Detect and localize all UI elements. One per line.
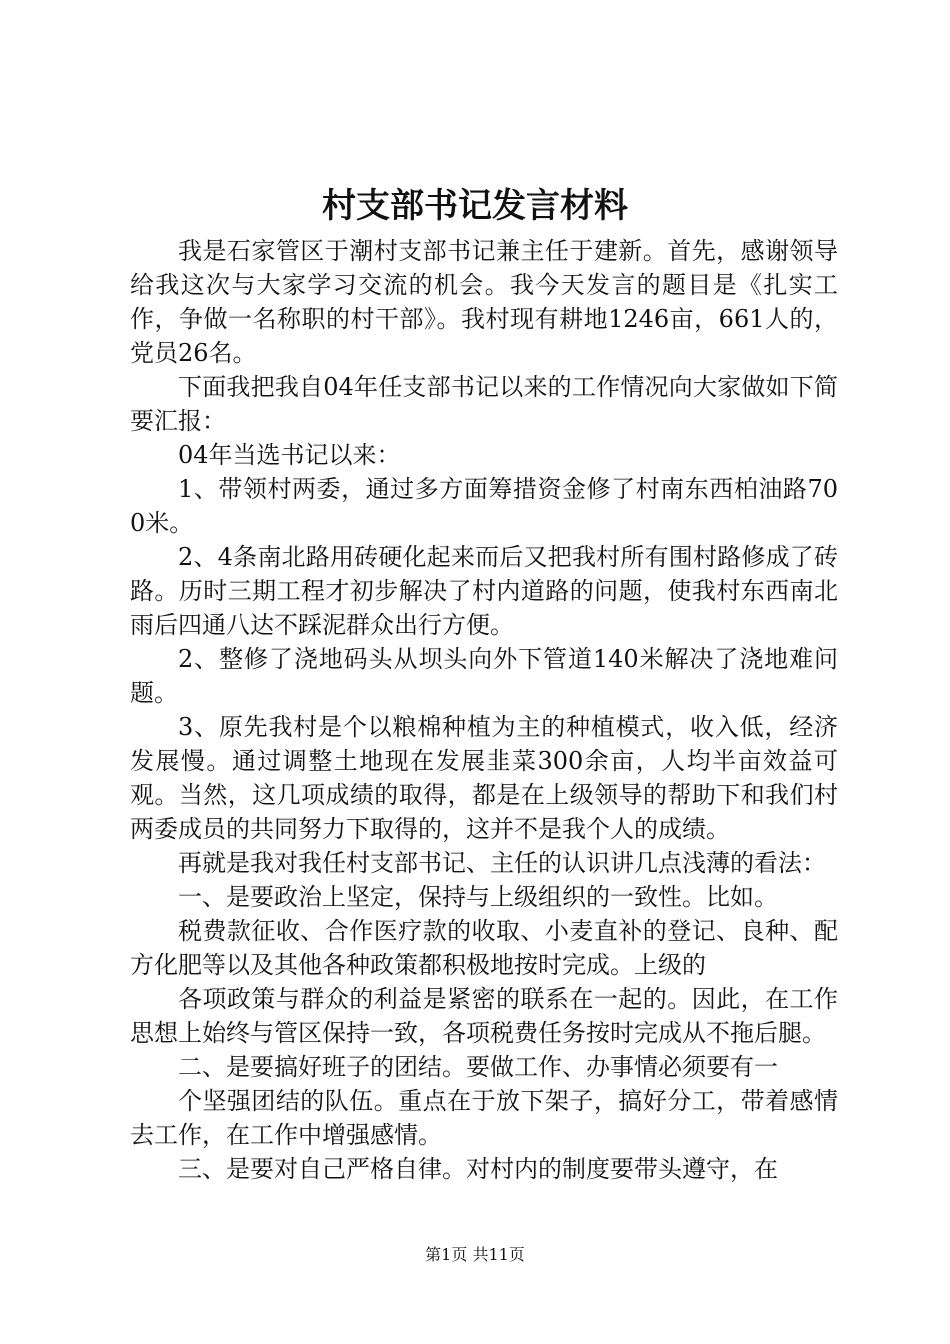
paragraph: 一、是要政治上坚定，保持与上级组织的一致性。比如。 xyxy=(178,883,778,911)
paragraph: 2、4条南北路用砖硬化起来而后又把我村所有围村路修成了砖路。历时三期工程才初步解决了村内道路的问题，使我村东西南北雨后四通八达不踩泥群众出行方便。 xyxy=(130,543,838,639)
paragraph: 04年当选书记以来： xyxy=(178,441,401,469)
page-footer: 第1页 共11页 xyxy=(425,1245,525,1264)
paragraph: 税费款征收、合作医疗款的收取、小麦直补的登记、良种、配方化肥等以及其他各种政策都积极地按时完成。上级的 xyxy=(130,917,838,979)
document-body xyxy=(130,234,838,1186)
paragraph: 再就是我对我任村支部书记、主任的认识讲几点浅薄的看法： xyxy=(178,849,826,877)
paragraph: 各项政策与群众的利益是紧密的联系在一起的。因此，在工作思想上始终与管区保持一致，各项税费任务按时完成从不拖后腿。 xyxy=(130,985,838,1047)
paragraph: 三、是要对自己严格自律。对村内的制度要带头遵守，在 xyxy=(178,1155,778,1183)
paragraph: 3、原先我村是个以粮棉种植为主的种植模式，收入低，经济发展慢。通过调整土地现在发展韭菜300余亩，人均半亩效益可观。当然，这几项成绩的取得，都是在上级领导的帮助下和我们村两委成员的共同努力下取得的，这并不是我个人的成绩。 xyxy=(130,713,838,843)
document-title: 村支部书记发言材料 xyxy=(322,186,628,226)
paragraph: 个坚强团结的队伍。重点在于放下架子，搞好分工，带着感情去工作，在工作中增强感情。 xyxy=(130,1087,838,1149)
paragraph: 我是石家管区于潮村支部书记兼主任于建新。首先，感谢领导给我这次与大家学习交流的机会。我今天发言的题目是《扎实工作，争做一名称职的村干部》。我村现有耕地1246亩，661人的，党员26名。 xyxy=(130,237,838,367)
paragraph: 二、是要搞好班子的团结。要做工作、办事情必须要有一 xyxy=(178,1053,778,1081)
paragraph: 2、整修了浇地码头从坝头向外下管道140米解决了浇地难问题。 xyxy=(130,645,838,707)
paragraph: 1、带领村两委，通过多方面筹措资金修了村南东西柏油路700米。 xyxy=(130,475,838,537)
paragraph: 下面我把我自04年任支部书记以来的工作情况向大家做如下简要汇报： xyxy=(130,373,838,435)
